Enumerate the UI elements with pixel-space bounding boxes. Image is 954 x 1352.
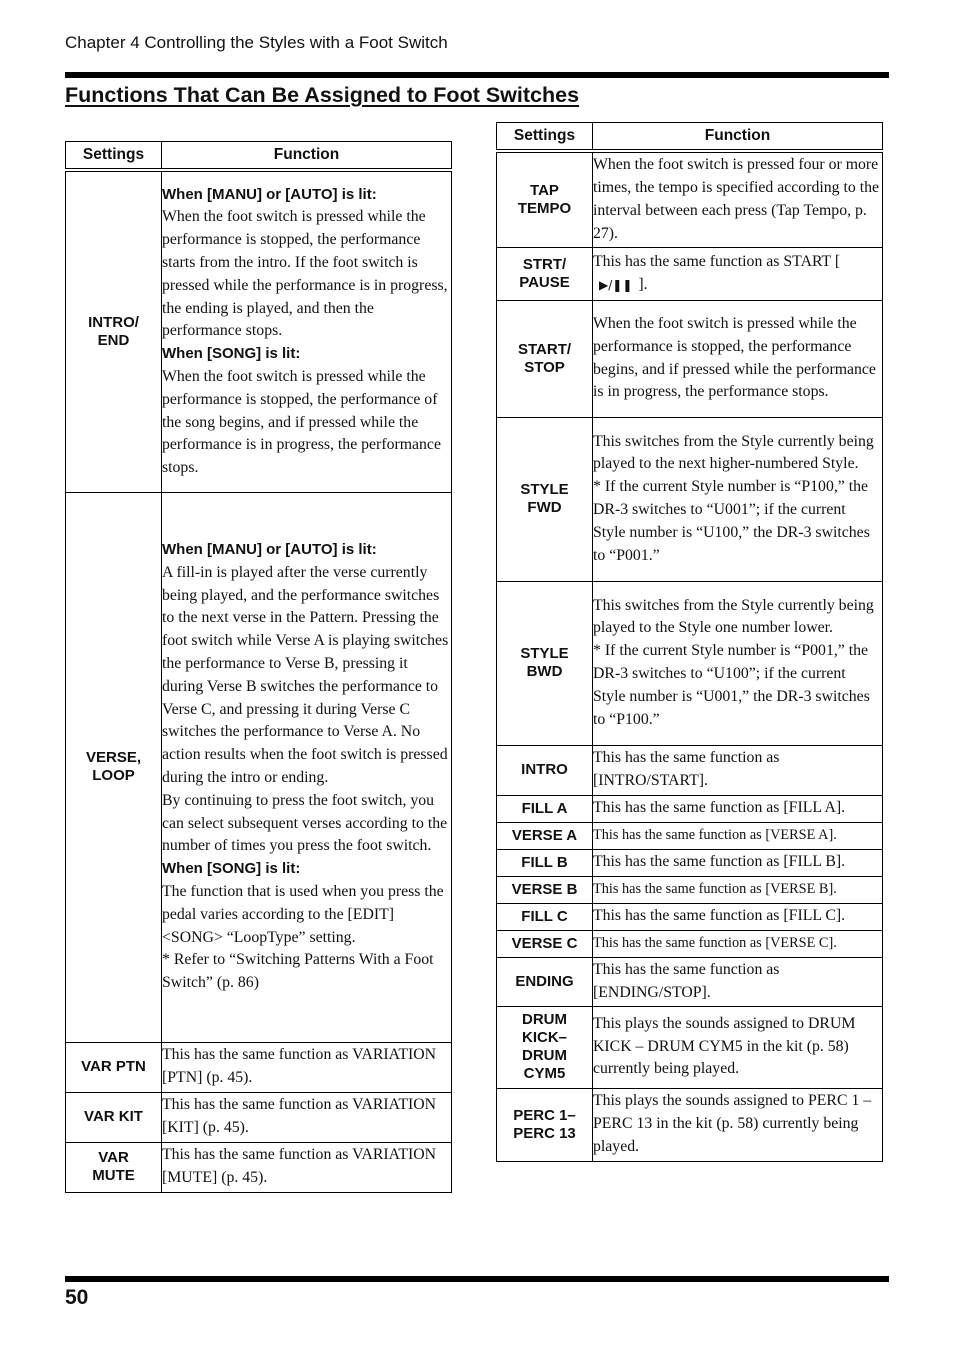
setting-verse-c: VERSE C [497, 930, 593, 957]
function-text: A fill-in is played after the verse currently being played, and the performance switches to the next verse in the Pattern. Pressing the foot switch while Verse A is playing switches the performance to Verse B, pressing it during Verse B switches the performance to Verse C, and pressing it during Verse C switches the performance to Verse A. No action results when the foot switch is pressed during the intro or ending. [162, 563, 449, 786]
function-column-header: Function [162, 142, 452, 171]
function-var-mute: This has the same function as VARIATION [MUTE] (p. 45). [162, 1142, 452, 1192]
table-row [66, 1142, 452, 1192]
subheading-manu-auto: When [MANU] or [AUTO] is lit: [162, 541, 377, 559]
function-ending: This has the same function as [ENDING/STOP]. [593, 957, 883, 1006]
table-row [497, 745, 883, 795]
function-text: When the foot switch is pressed while the performance is stopped, the performance starts from the intro. If the foot switch is pressed while the performance is in progress, the ending is played, and then the performance stops. [162, 208, 448, 340]
table-row [66, 170, 452, 492]
subheading-manu-auto: When [MANU] or [AUTO] is lit: [162, 185, 377, 203]
function-intro-end [162, 170, 452, 492]
play-pause-icon: ▶/❚❚ [599, 277, 633, 292]
setting-verse-loop: VERSE, LOOP [66, 492, 162, 1042]
function-verse-c: This has the same function as [VERSE C]. [593, 930, 883, 957]
table-row [66, 492, 452, 1042]
function-text: This has the same function as START [ [593, 252, 841, 270]
function-fill-c: This has the same function as [FILL C]. [593, 903, 883, 930]
functions-table-left [65, 141, 452, 1193]
setting-start-stop: START/ STOP [497, 300, 593, 417]
function-note: * If the current Style number is “P001,” the DR-3 switches to “U100”; if the current Style number is “U001,” the DR-3 switches to “P100.” [593, 642, 870, 728]
setting-var-kit: VAR KIT [66, 1092, 162, 1142]
function-var-ptn: This has the same function as VARIATION [PTN] (p. 45). [162, 1042, 452, 1092]
table-row [497, 930, 883, 957]
settings-column-header: Settings [66, 142, 162, 171]
subheading-song: When [SONG] is lit: [162, 860, 301, 878]
setting-style-bwd: STYLE BWD [497, 581, 593, 745]
table-header-row [66, 142, 452, 171]
setting-drum-kick: DRUM KICK– DRUM CYM5 [497, 1006, 593, 1088]
function-text: This switches from the Style currently being played to the Style one number lower. [593, 596, 874, 637]
setting-style-fwd: STYLE FWD [497, 417, 593, 581]
setting-fill-a: FILL A [497, 795, 593, 822]
table-row [497, 957, 883, 1006]
setting-var-ptn: VAR PTN [66, 1042, 162, 1092]
page-number: 50 [65, 1286, 89, 1309]
table-row [497, 903, 883, 930]
function-column-header: Function [593, 123, 883, 152]
function-text: ]. [638, 275, 648, 293]
chapter-header: Chapter 4 Controlling the Styles with a Foot Switch [65, 33, 448, 52]
setting-strt-pause: STRT/ PAUSE [497, 247, 593, 300]
table-row [497, 417, 883, 581]
function-style-fwd [593, 417, 883, 581]
section-title: Functions That Can Be Assigned to Foot Switches [65, 83, 580, 107]
function-verse-a: This has the same function as [VERSE A]. [593, 822, 883, 849]
setting-ending: ENDING [497, 957, 593, 1006]
setting-verse-b: VERSE B [497, 876, 593, 903]
top-rule [65, 72, 889, 78]
functions-table-right [496, 122, 883, 1162]
table-row [497, 849, 883, 876]
table-row [497, 795, 883, 822]
table-row [66, 1092, 452, 1142]
table-row [497, 300, 883, 417]
function-text: When the foot switch is pressed while the performance is stopped, the performance of the song begins, and if pressed while the performance is in progress, the performance stops. [162, 367, 441, 477]
table-row [497, 876, 883, 903]
setting-intro-end: INTRO/ END [66, 170, 162, 492]
function-drum-kick: This plays the sounds assigned to DRUM KICK – DRUM CYM5 in the kit (p. 58) currently being played. [593, 1006, 883, 1088]
function-intro: This has the same function as [INTRO/START]. [593, 745, 883, 795]
function-note: * Refer to “Switching Patterns With a Foot Switch” (p. 86) [162, 951, 434, 992]
table-row [497, 1006, 883, 1088]
function-tap-tempo: When the foot switch is pressed four or more times, the tempo is specified according to the interval between each press (Tap Tempo, p. 27). [593, 151, 883, 247]
function-var-kit: This has the same function as VARIATION [KIT] (p. 45). [162, 1092, 452, 1142]
function-fill-b: This has the same function as [FILL B]. [593, 849, 883, 876]
table-row [497, 822, 883, 849]
function-text: The function that is used when you press the pedal varies according to the [EDIT] <SONG> “LoopType” setting. [162, 882, 444, 946]
setting-tap-tempo: TAP TEMPO [497, 151, 593, 247]
settings-column-header: Settings [497, 123, 593, 152]
setting-intro: INTRO [497, 745, 593, 795]
setting-var-mute: VAR MUTE [66, 1142, 162, 1192]
function-perc: This plays the sounds assigned to PERC 1 – PERC 13 in the kit (p. 58) currently being played. [593, 1088, 883, 1161]
function-verse-loop [162, 492, 452, 1042]
table-row [497, 151, 883, 247]
table-row [497, 1088, 883, 1161]
function-fill-a: This has the same function as [FILL A]. [593, 795, 883, 822]
function-text: By continuing to press the foot switch, you can select subsequent verses according to the number of times you press the foot switch. [162, 791, 448, 855]
function-text: This switches from the Style currently being played to the next higher-numbered Style. [593, 432, 874, 473]
setting-fill-b: FILL B [497, 849, 593, 876]
table-header-row [497, 123, 883, 152]
table-row [66, 1042, 452, 1092]
function-start-stop: When the foot switch is pressed while the performance is stopped, the performance begins, and if pressed while the performance is in progress, the performance stops. [593, 300, 883, 417]
setting-verse-a: VERSE A [497, 822, 593, 849]
table-row [497, 247, 883, 300]
function-note: * If the current Style number is “P100,” the DR-3 switches to “U001”; if the current Style number is “U100,” the DR-3 switches to “P001.” [593, 478, 870, 564]
setting-perc: PERC 1– PERC 13 [497, 1088, 593, 1161]
subheading-song: When [SONG] is lit: [162, 345, 301, 363]
function-verse-b: This has the same function as [VERSE B]. [593, 876, 883, 903]
function-style-bwd [593, 581, 883, 745]
function-strt-pause [593, 247, 883, 300]
bottom-rule [65, 1276, 889, 1282]
setting-fill-c: FILL C [497, 903, 593, 930]
table-row [497, 581, 883, 745]
